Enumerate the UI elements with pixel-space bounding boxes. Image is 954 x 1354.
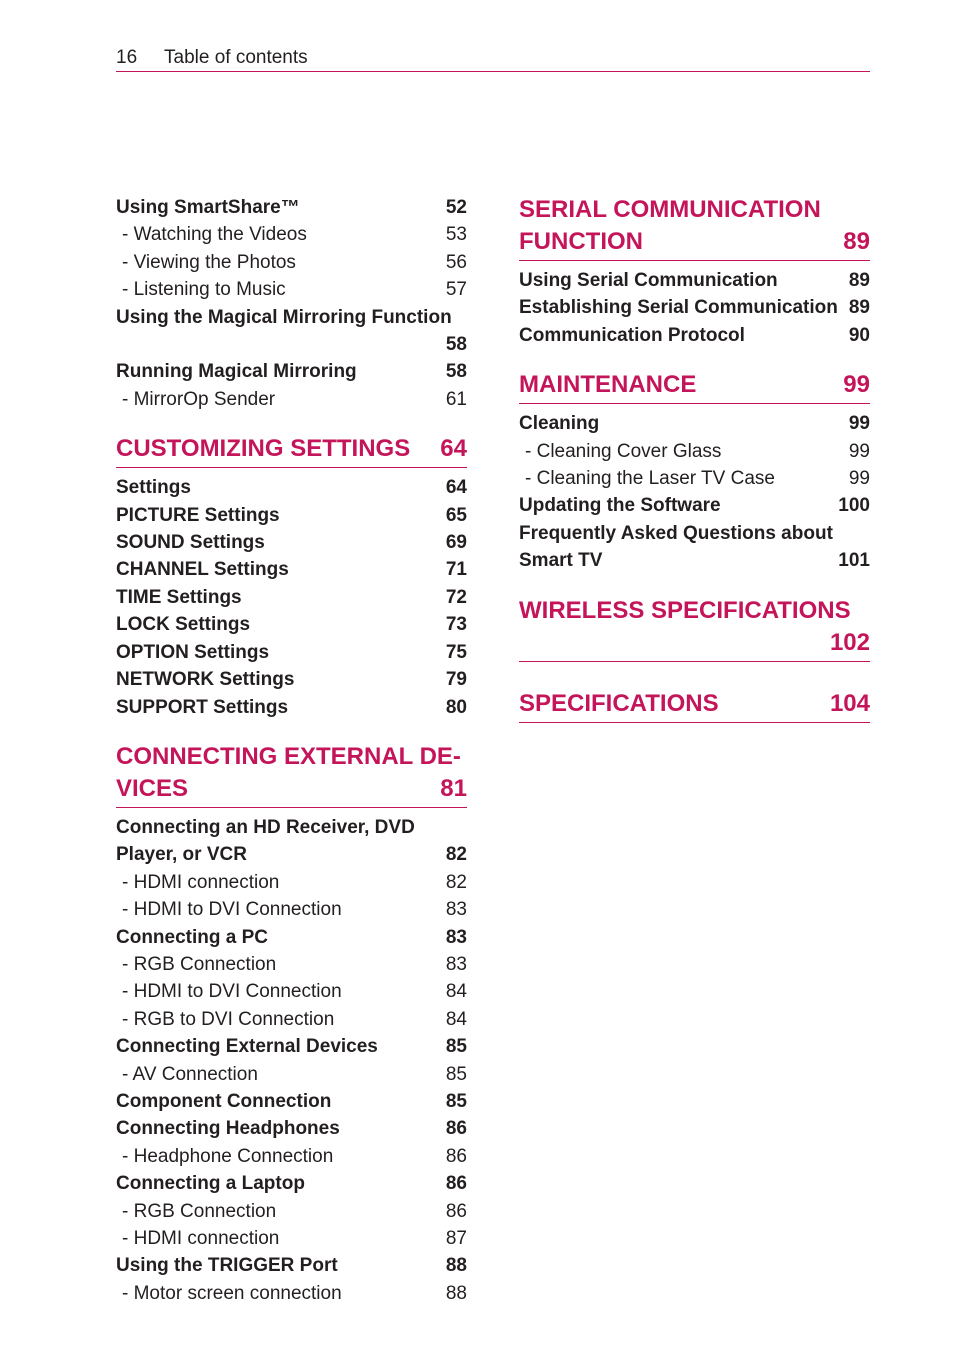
toc-entry-page: 85 (445, 1036, 467, 1058)
toc-entry-page: 53 (445, 224, 467, 246)
toc-entry-title: SOUND Settings (116, 532, 265, 554)
toc-entry-page: 82 (445, 844, 467, 866)
toc-entry-title: NETWORK Settings (116, 669, 295, 691)
toc-entry-title: Communication Protocol (519, 324, 745, 346)
toc-entry[interactable] (116, 194, 467, 221)
section-specifications[interactable] (519, 688, 870, 723)
toc-entry[interactable] (116, 1033, 467, 1060)
toc-entry-page: 69 (445, 532, 467, 554)
toc-entry[interactable] (519, 294, 870, 321)
section-serial-communication[interactable] (519, 194, 870, 261)
toc-entry-page: 56 (445, 251, 467, 273)
page-header (116, 46, 870, 72)
toc-entry-page: 82 (445, 871, 467, 893)
section-page: 102 (829, 628, 870, 656)
toc-group-customizing (116, 474, 467, 721)
toc-entry-title: - Listening to Music (122, 279, 286, 301)
toc-entry-page: 89 (848, 270, 870, 291)
header-title: Table of contents (164, 47, 308, 68)
toc-entry-page: 83 (445, 899, 467, 921)
toc-entry-title: - Watching the Videos (122, 224, 307, 246)
section-title-line2: VICES (116, 774, 189, 802)
toc-entry-page: 71 (445, 559, 467, 581)
toc-entry-title: Cleaning (519, 413, 600, 435)
toc-entry-page: 100 (838, 495, 870, 517)
toc-entry-title: Frequently Asked Questions about (519, 522, 833, 544)
toc-entry[interactable] (116, 869, 467, 896)
toc-entry[interactable] (116, 639, 467, 666)
toc-entry-page: 88 (445, 1282, 467, 1304)
section-title-line2: FUNCTION (519, 228, 643, 255)
toc-entry-page: 89 (848, 297, 870, 319)
toc-entry-title: Using SmartShare™ (116, 197, 300, 218)
toc-entry-title: - RGB Connection (122, 1200, 277, 1222)
toc-entry-title: - RGB Connection (122, 953, 277, 975)
toc-entry-title: - HDMI to DVI Connection (122, 981, 342, 1003)
toc-entry-title: Smart TV (519, 550, 603, 572)
toc-entry[interactable] (519, 438, 870, 465)
toc-entry-page: 80 (445, 696, 467, 718)
toc-entry[interactable] (116, 666, 467, 693)
toc-entry-title: PICTURE Settings (116, 504, 280, 526)
toc-right-column (519, 194, 870, 729)
toc-entry-page: 52 (445, 197, 467, 218)
toc-entry-page: 101 (838, 550, 870, 572)
toc-entry-title: Connecting External Devices (116, 1036, 378, 1058)
section-connecting-external-devices[interactable] (116, 741, 467, 808)
section-customizing-settings[interactable] (116, 433, 467, 468)
toc-entry[interactable] (116, 924, 467, 951)
toc-entry[interactable] (116, 951, 467, 978)
toc-entry[interactable] (519, 322, 870, 349)
section-wireless-specifications[interactable] (519, 595, 870, 662)
toc-entry[interactable] (116, 386, 467, 413)
toc-entry[interactable] (116, 1170, 467, 1197)
toc-entry-page: 72 (445, 586, 467, 608)
toc-entry[interactable] (116, 1061, 467, 1088)
toc-entry-page: 65 (445, 504, 467, 526)
toc-entry-title: Component Connection (116, 1090, 332, 1112)
toc-entry[interactable] (116, 694, 467, 721)
toc-group-connecting (116, 814, 467, 1307)
toc-entry[interactable] (116, 584, 467, 611)
toc-entry-page: 83 (445, 926, 467, 948)
toc-entry-page (447, 814, 467, 841)
toc-group-maintenance (519, 410, 870, 574)
section-title: WIRELESS SPECIFICATIONS (519, 596, 851, 624)
toc-left-column (116, 194, 467, 1307)
toc-entry-title: - HDMI connection (122, 1228, 280, 1249)
section-page: 104 (829, 689, 870, 717)
toc-entry-title: - Cleaning Cover Glass (525, 440, 722, 462)
toc-entry[interactable] (519, 410, 870, 437)
toc-entry-title: Using Serial Communication (519, 270, 778, 291)
toc-entry-page: 84 (445, 1008, 467, 1030)
toc-entry-page: 79 (445, 669, 467, 691)
toc-entry[interactable] (519, 547, 870, 574)
toc-entry[interactable] (116, 841, 467, 868)
section-title: MAINTENANCE (519, 371, 697, 399)
toc-entry-page (850, 520, 870, 547)
toc-entry[interactable] (116, 1006, 467, 1033)
section-page: 99 (843, 371, 870, 399)
toc-entry[interactable] (116, 611, 467, 638)
toc-entry-title: OPTION Settings (116, 641, 270, 663)
section-title: SPECIFICATIONS (519, 689, 719, 717)
page-number: 16 (116, 47, 138, 68)
toc-entry-title: Using the TRIGGER Port (116, 1255, 338, 1277)
toc-entry-page: 58 (445, 334, 467, 356)
toc-entry-title: - MirrorOp Sender (122, 388, 276, 410)
toc-entry-page: 86 (445, 1118, 467, 1140)
section-title-line1: CONNECTING EXTERNAL DE- (116, 742, 461, 770)
toc-entry-page: 61 (445, 388, 467, 410)
toc-entry[interactable] (116, 221, 467, 248)
toc-entry-page: 85 (445, 1063, 467, 1085)
toc-entry-title: Connecting Headphones (116, 1118, 340, 1140)
toc-entry[interactable] (116, 1115, 467, 1142)
toc-entry-title: Settings (116, 477, 191, 499)
toc-entry[interactable] (116, 502, 467, 529)
toc-group-serial (519, 267, 870, 349)
toc-entry-page: 86 (445, 1173, 467, 1195)
section-title-line1: SERIAL COMMUNICATION (519, 196, 821, 223)
toc-entry-page: 75 (445, 641, 467, 663)
toc-entry[interactable] (116, 978, 467, 1005)
toc-entry-page: 84 (445, 981, 467, 1003)
toc-entry[interactable] (116, 249, 467, 276)
toc-group-smartshare (116, 194, 467, 413)
toc-entry-title: - Headphone Connection (122, 1145, 334, 1167)
toc-entry-title: Establishing Serial Communication (519, 297, 838, 319)
toc-entry-title: - AV Connection (122, 1063, 258, 1085)
toc-entry[interactable] (519, 520, 870, 547)
toc-entry[interactable] (116, 1198, 467, 1225)
toc-entry-page: 58 (445, 361, 467, 383)
toc-entry-page: 86 (445, 1145, 467, 1167)
toc-entry[interactable] (116, 1225, 467, 1252)
toc-entry-page: 99 (848, 413, 870, 435)
toc-entry-title: - HDMI connection (122, 871, 280, 893)
toc-entry-title: SUPPORT Settings (116, 696, 289, 718)
toc-entry[interactable] (519, 267, 870, 294)
toc-entry-page: 85 (445, 1090, 467, 1112)
toc-entry-title: Using the Magical Mirroring Function (116, 306, 452, 328)
toc-entry-page: 88 (445, 1255, 467, 1277)
toc-entry-title: - Motor screen connection (122, 1282, 342, 1304)
toc-entry-page: 99 (848, 440, 870, 462)
toc-entry-title: Player, or VCR (116, 844, 247, 866)
toc-entry-page: 87 (445, 1228, 467, 1249)
toc-entry[interactable] (116, 474, 467, 501)
toc-entry[interactable] (116, 304, 467, 331)
toc-entry-title: Connecting a PC (116, 926, 269, 948)
toc-entry-title: Updating the Software (519, 495, 721, 517)
toc-entry-title: Running Magical Mirroring (116, 361, 357, 383)
toc-entry[interactable] (116, 331, 467, 358)
toc-entry-title: TIME Settings (116, 586, 242, 608)
toc-entry[interactable] (116, 1280, 467, 1307)
toc-entry-page: 57 (445, 279, 467, 301)
toc-entry[interactable] (519, 465, 870, 492)
toc-entry-title: - HDMI to DVI Connection (122, 899, 342, 921)
section-maintenance[interactable] (519, 369, 870, 404)
toc-entry[interactable] (116, 276, 467, 303)
toc-entry-title: Connecting an HD Receiver, DVD (116, 816, 415, 838)
toc-entry-page: 90 (848, 324, 870, 346)
toc-entry-page: 73 (445, 614, 467, 636)
toc-entry-title: - Viewing the Photos (122, 251, 296, 273)
toc-entry-title: - RGB to DVI Connection (122, 1008, 335, 1030)
toc-entry-title: Connecting a Laptop (116, 1173, 305, 1195)
toc-entry-title: LOCK Settings (116, 614, 251, 636)
toc-entry-page (452, 304, 472, 331)
toc-entry[interactable] (116, 529, 467, 556)
section-title: CUSTOMIZING SETTINGS (116, 435, 411, 463)
section-page: 89 (843, 228, 870, 255)
section-page: 81 (440, 774, 467, 802)
toc-entry[interactable] (116, 814, 467, 841)
toc-entry[interactable] (116, 556, 467, 583)
toc-entry-title: - Cleaning the Laser TV Case (525, 468, 775, 490)
toc-entry[interactable] (519, 492, 870, 519)
toc-entry-page: 64 (445, 477, 467, 499)
toc-entry-page: 86 (445, 1200, 467, 1222)
toc-entry[interactable] (116, 358, 467, 385)
toc-entry-page: 83 (445, 953, 467, 975)
toc-entry[interactable] (116, 1143, 467, 1170)
toc-entry[interactable] (116, 1088, 467, 1115)
toc-entry[interactable] (116, 896, 467, 923)
toc-entry-page: 99 (848, 468, 870, 490)
section-page: 64 (440, 435, 467, 463)
toc-entry[interactable] (116, 1252, 467, 1279)
toc-entry-title: CHANNEL Settings (116, 559, 289, 581)
